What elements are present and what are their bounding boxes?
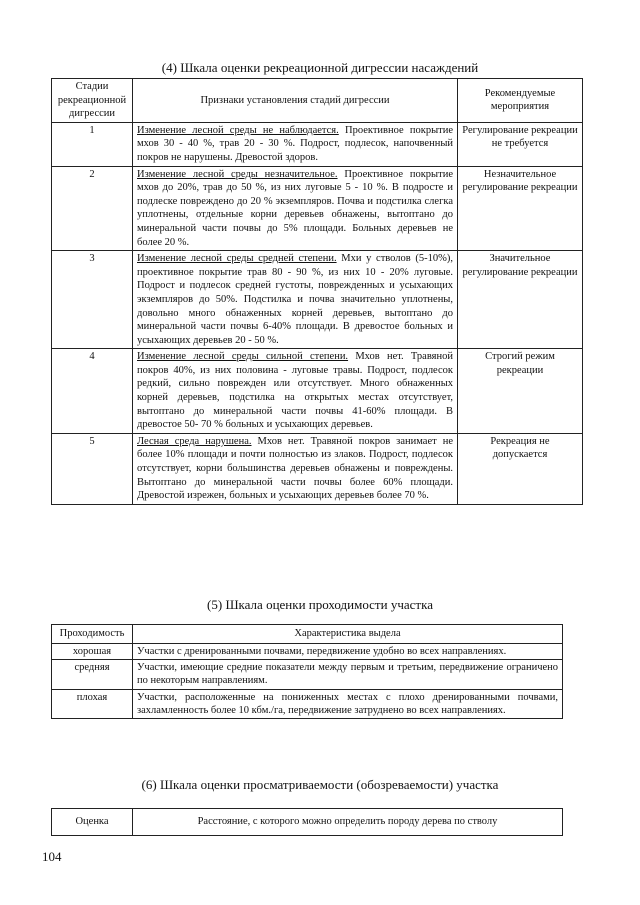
passability-level: средняя <box>52 660 133 689</box>
visibility-table <box>51 808 563 836</box>
header-rating: Оценка <box>52 809 133 836</box>
table6-title: (6) Шкала оценки просматриваемости (обозреваемости) участка <box>141 777 499 792</box>
stage-measure: Значительное регулирование рекреации <box>458 251 583 349</box>
page-number: 104 <box>42 849 62 864</box>
stage-number: 4 <box>52 349 133 434</box>
stage-description <box>133 122 458 166</box>
table-row <box>52 166 583 251</box>
header-signs: Признаки установления стадий дигрессии <box>133 79 458 123</box>
table-row <box>52 660 563 689</box>
header-stage: Стадии рекреационной дигрессии <box>52 79 133 123</box>
header-passability: Проходимость <box>52 625 133 644</box>
stage-text: Проективное покрытие мхов 30 - 40 %, трав 20 - 30 %. Подрост, подлесок, напочвенный покров не нарушены. Древостой здоров. <box>137 124 453 163</box>
table-row <box>52 644 563 660</box>
table5-title: (5) Шкала оценки проходимости участка <box>207 597 433 612</box>
stage-description <box>133 349 458 434</box>
stage-measure: Рекреация не допускается <box>458 433 583 504</box>
stage-text: Мхов нет. Травяной покров 40%, из них половина - луговые травы. Подрост, подлесок редкий, сильно поврежден или отсутствует. Много обнаженных корней деревьев, подстилка на открытых местах отсутствует, вытоптано до минеральной части почвы 41-60% площади. В древостое 50- 70 % больных и усыхающих деревьев. <box>137 351 453 431</box>
passability-text: Участки с дренированными почвами, передвижение удобно во всех направлениях. <box>133 644 563 660</box>
passability-level: плохая <box>52 689 133 718</box>
table-row <box>52 122 583 166</box>
stage-number: 5 <box>52 433 133 504</box>
passability-level: хорошая <box>52 644 133 660</box>
stage-text: Мхи у стволов (5-10%), проективное покрытие трав 80 - 90 %, из них 10 - 20% луговые. Подрост и подлесок средней густоты, поврежденных и усыхающих экземпляров до 50%. Подстилка и почва значительно уплотнены, довольно много обнаженных корней деревьев, вытоптано до минеральной части почвы 6-40% площади. В древостое больных и усыхающих деревьев 20 - 50 %. <box>137 253 454 346</box>
header-distance: Расстояние, с которого можно определить породу дерева по стволу <box>133 809 563 836</box>
header-characteristic: Характеристика выдела <box>133 625 563 644</box>
passability-text: Участки, расположенные на пониженных местах с плохо дренированными почвами, захламленность более 10 кбм./га, передвижение затруднено во всех направлениях. <box>133 689 563 718</box>
stage-lead: Изменение лесной среды не наблюдается. <box>137 124 339 136</box>
stage-description <box>133 433 458 504</box>
stage-measure: Регулирование рекреации не требуется <box>458 122 583 166</box>
table-header-row <box>52 79 583 123</box>
table4-title: (4) Шкала оценки рекреационной дигрессии насаждений <box>161 60 479 75</box>
stage-lead: Изменение лесной среды сильной степени. <box>137 351 349 363</box>
table-row <box>52 689 563 718</box>
table-row <box>52 349 583 434</box>
stage-lead: Лесная среда нарушена. <box>137 435 252 447</box>
stage-description <box>133 251 458 349</box>
table-row <box>52 433 583 504</box>
stage-number: 1 <box>52 122 133 166</box>
stage-lead: Изменение лесной среды незначительное. <box>137 168 338 180</box>
stage-measure: Строгий режим рекреации <box>458 349 583 434</box>
stage-lead: Изменение лесной среды средней степени. <box>137 253 337 265</box>
table-header-row <box>52 625 563 644</box>
stage-text: Проективное покрытие мхов до 20%, трав до 50 %, из них луговые 5 - 10 %. В подросте и подлеске повреждено до 20 % экземпляров. Почва и подстилка слегка уплотнены, отдельные корни деревьев обнажены, вытоптано до минеральной части почвы до 5% площади. Больных деревьев не более 20 %. <box>137 168 453 248</box>
table-header-row <box>52 809 563 836</box>
stage-description <box>133 166 458 251</box>
header-measures: Рекомендуемые мероприятия <box>458 79 583 123</box>
stage-number: 2 <box>52 166 133 251</box>
stage-text: Мхов нет. Травяной покров занимает не более 10% площади и почти полностью из злаков. Подрост, подлесок отсутствует, корни большинства деревьев обнажены и повреждены. Вытоптано до минеральной части почвы более 60% площади. Древостой изрежен, больных и усыхающих деревьев более 70 %. <box>137 435 453 502</box>
passability-table <box>51 624 563 719</box>
stage-measure: Незначительное регулирование рекреации <box>458 166 583 251</box>
stage-number: 3 <box>52 251 133 349</box>
table-row <box>52 251 583 349</box>
passability-text: Участки, имеющие средние показатели между первым и третьим, передвижение ограничено по некоторым направлениям. <box>133 660 563 689</box>
recreational-digression-table <box>51 78 583 505</box>
